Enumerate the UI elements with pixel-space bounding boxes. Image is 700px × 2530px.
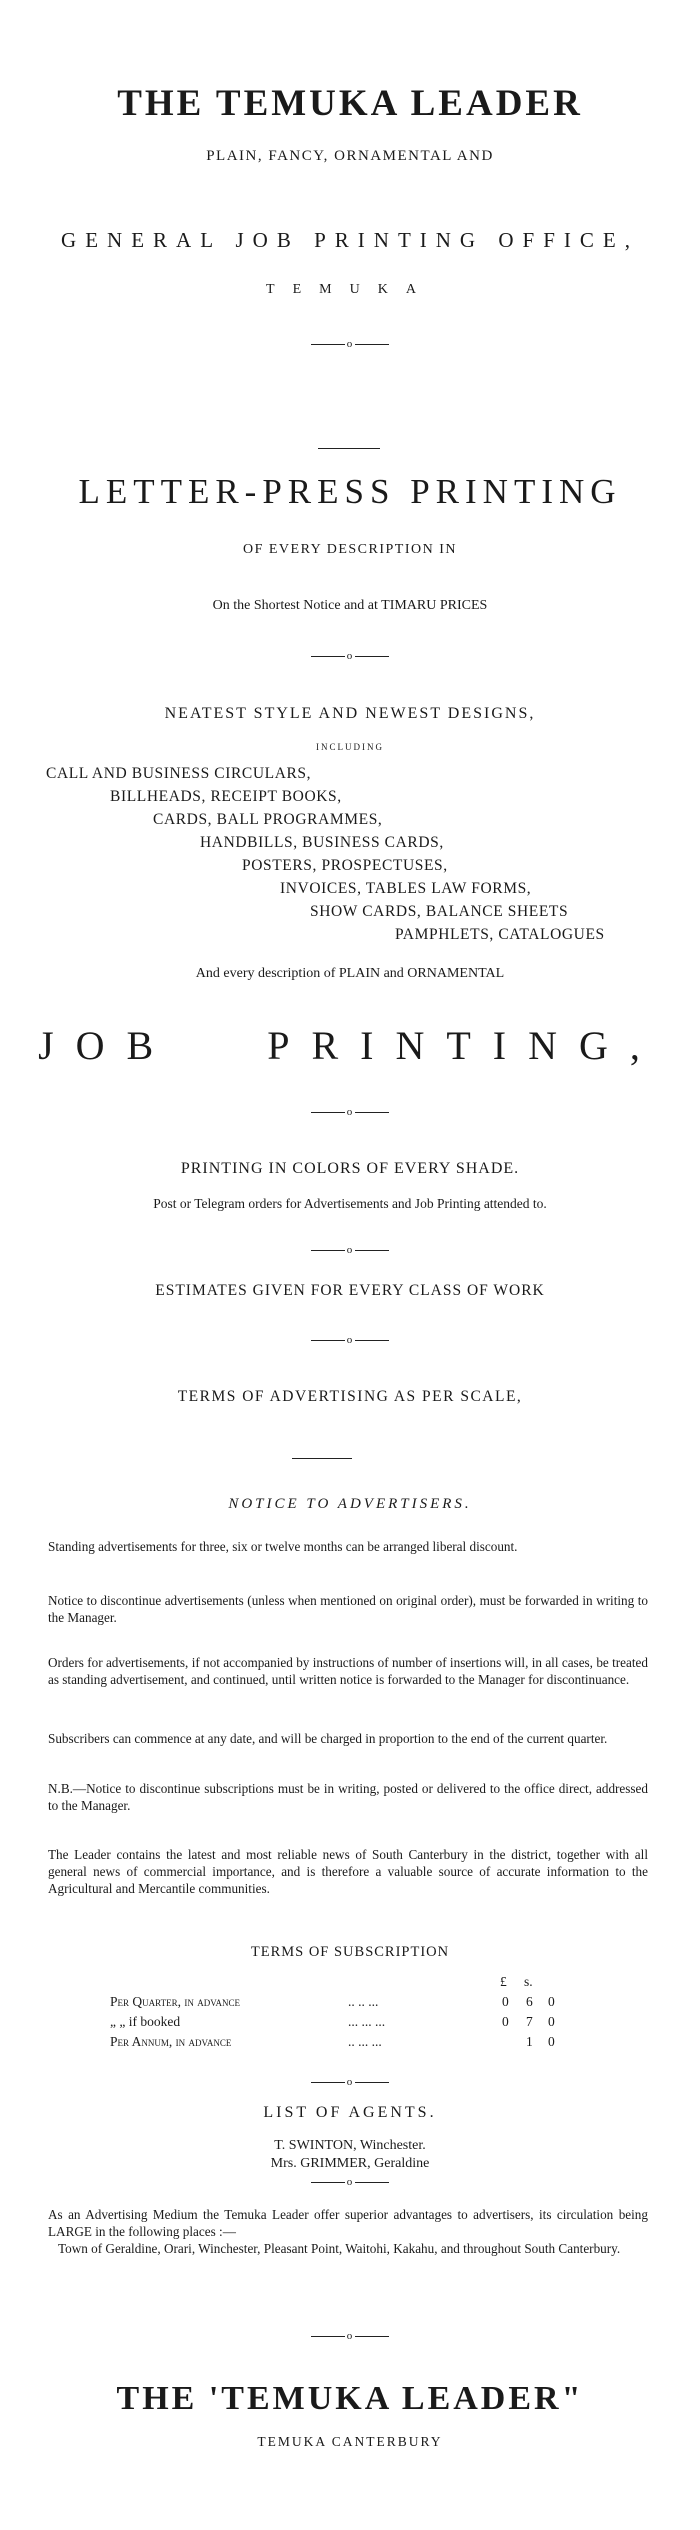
every-description: And every description of PLAIN and ORNAMENTAL xyxy=(195,966,505,981)
agent-name: T. SWINTON, Winchester. xyxy=(274,2138,426,2153)
notice-paragraph: Orders for advertisements, if not accompanied by instructions of number of insertions will, in all cases, be treated as standing advertisement, and continued, until written notice is forwarded to the Manager for discontinuance. xyxy=(48,1655,648,1687)
places-paragraph: Town of Geraldine, Orari, Winchester, Pleasant Point, Waitohi, Kakahu, and throughout South Canterbury. xyxy=(58,2241,621,2256)
notice-paragraph: N.B.—Notice to discontinue subscriptions must be in writing, posted or delivered to the office direct, addressed to the Manager. xyxy=(48,1781,648,1813)
header-subtitle: PLAIN, FANCY, ORNAMENTAL AND xyxy=(206,148,494,164)
sub-row-shillings: 6 xyxy=(526,1994,533,2009)
designs-heading: NEATEST STYLE AND NEWEST DESIGNS, xyxy=(164,705,536,722)
list-item: BILLHEADS, RECEIPT BOOKS, xyxy=(110,788,342,805)
letterpress-heading: LETTER-PRESS PRINTING xyxy=(78,472,622,511)
ornament-divider: o xyxy=(0,1334,700,1346)
job-printing-heading: JOB PRINTING, xyxy=(38,1023,662,1068)
ornament-divider: o xyxy=(0,1244,700,1256)
sub-row-shillings: 7 xyxy=(526,2014,533,2029)
sub-row-pence: 0 xyxy=(548,2014,555,2029)
office-heading: GENERAL JOB PRINTING OFFICE, xyxy=(61,228,639,252)
terms-line: TERMS OF ADVERTISING AS PER SCALE, xyxy=(177,1388,523,1405)
ornament-divider: o xyxy=(0,2076,700,2088)
notice-paragraph: The Leader contains the latest and most reliable news of South Canterbury in the district, together with all general news of commercial importance, and is therefore a valuable source of accurate information to the Agricultural and Mercantile communities. xyxy=(48,1847,648,1896)
list-item: POSTERS, PROSPECTUSES, xyxy=(242,857,448,874)
ornament-divider: o xyxy=(0,650,700,662)
letterpress-notice: On the Shortest Notice and at TIMARU PRICES xyxy=(212,598,488,613)
estimates-line: ESTIMATES GIVEN FOR EVERY CLASS OF WORK xyxy=(155,1282,545,1299)
notice-heading: NOTICE TO ADVERTISERS. xyxy=(228,1496,472,1512)
ornament-divider: o xyxy=(0,2176,700,2188)
subscription-heading: TERMS OF SUBSCRIPTION xyxy=(250,1944,450,1960)
orders-line: Post or Telegram orders for Advertisements and Job Printing attended to. xyxy=(153,1196,547,1211)
section-rule xyxy=(292,1458,352,1459)
list-item: HANDBILLS, BUSINESS CARDS, xyxy=(200,834,444,851)
medium-paragraph: As an Advertising Medium the Temuka Leader offer superior advantages to advertisers, its circulation being LARGE in the following places :— xyxy=(48,2207,648,2239)
notice-paragraph: Standing advertisements for three, six or twelve months can be arranged liberal discount. xyxy=(48,1539,518,1554)
ornament-divider: o xyxy=(0,1106,700,1118)
list-item: INVOICES, TABLES LAW FORMS, xyxy=(280,880,532,897)
sub-row-dots: .. ... ... xyxy=(348,2034,382,2049)
sub-row-pounds: 0 xyxy=(502,1994,509,2009)
sub-row-dots: .. .. ... xyxy=(348,1994,379,2009)
colors-heading: PRINTING IN COLORS OF EVERY SHADE. xyxy=(180,1160,520,1177)
ornament-divider: o xyxy=(0,2330,700,2342)
sub-row-pence: 0 xyxy=(548,1994,555,2009)
sub-row-label: „ „ if booked xyxy=(110,2014,181,2029)
sub-row-shillings: 1 xyxy=(526,2034,533,2049)
place-heading: TEMUKA xyxy=(266,282,434,297)
ornament-divider: o xyxy=(0,338,700,350)
letterpress-sub: OF EVERY DESCRIPTION IN xyxy=(242,542,458,557)
including-label: INCLUDING xyxy=(316,742,384,752)
list-item: SHOW CARDS, BALANCE SHEETS xyxy=(310,903,569,920)
agent-name: Mrs. GRIMMER, Geraldine xyxy=(270,2156,430,2171)
section-rule xyxy=(318,448,380,449)
notice-paragraph: Subscribers can commence at any date, and will be charged in proportion to the end of the current quarter. xyxy=(48,1731,608,1746)
currency-pounds: £ xyxy=(500,1974,507,1989)
currency-shillings: s. xyxy=(524,1974,533,1989)
sub-row-dots: ... ... ... xyxy=(348,2014,386,2029)
list-item: PAMPHLETS, CATALOGUES xyxy=(395,926,605,943)
footer-place: TEMUKA CANTERBURY xyxy=(257,2434,443,2449)
agents-heading: LIST OF AGENTS. xyxy=(263,2104,437,2121)
list-item: CARDS, BALL PROGRAMMES, xyxy=(153,811,383,828)
page-title: THE TEMUKA LEADER xyxy=(117,83,583,124)
footer-title: THE 'TEMUKA LEADER" xyxy=(116,2380,584,2417)
notice-paragraph: Notice to discontinue advertisements (unless when mentioned on original order), must be forwarded in writing to the Manager. xyxy=(48,1593,648,1625)
sub-row-pence: 0 xyxy=(548,2034,555,2049)
list-item: CALL AND BUSINESS CIRCULARS, xyxy=(46,765,312,782)
sub-row-label: Per Quarter, in advance xyxy=(110,1994,241,2009)
sub-row-pounds: 0 xyxy=(502,2014,509,2029)
sub-row-label: Per Annum, in advance xyxy=(110,2034,232,2049)
